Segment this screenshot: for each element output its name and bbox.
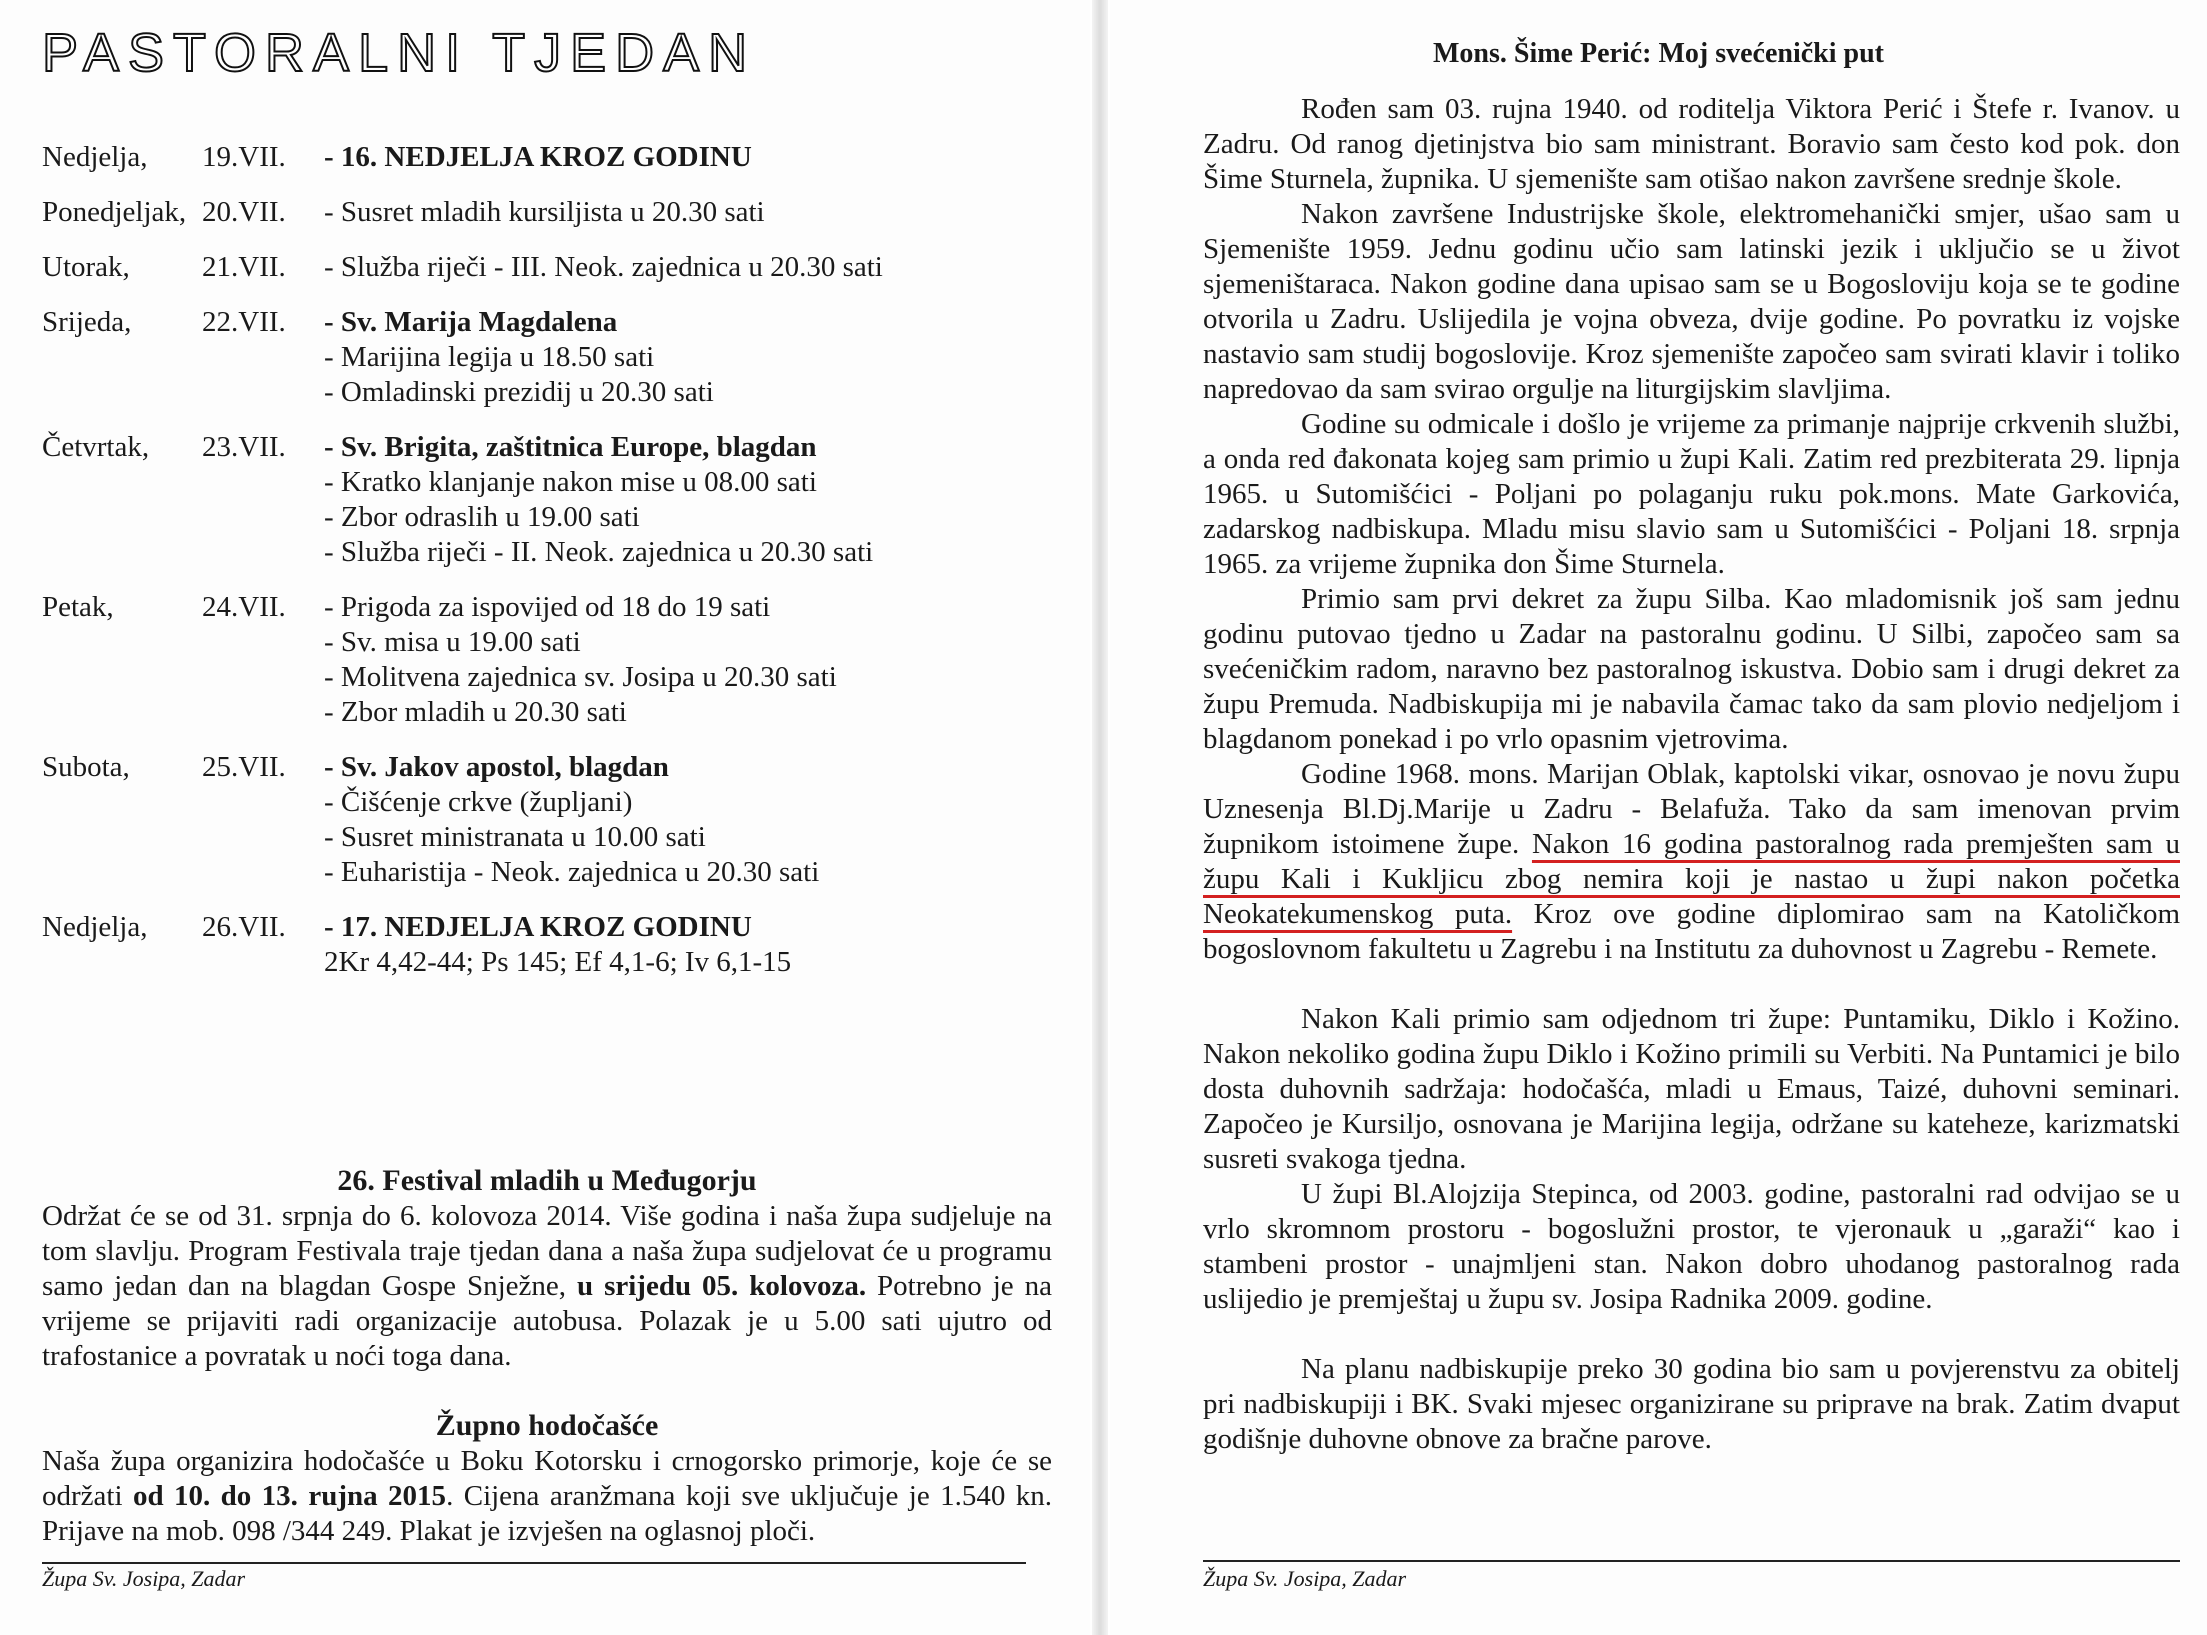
paragraph-gap [1203, 1317, 2180, 1352]
schedule-sub-entry: - Euharistija - Neok. zajednica u 20.30 sati [324, 856, 820, 888]
right-footer-rule [1203, 1560, 2180, 1562]
schedule-day-row [42, 430, 1052, 465]
schedule-date: 19.VII. [202, 141, 286, 173]
article-paragraph: Nakon završene Industrijske škole, elektromehanički smjer, ušao sam u Sjemenište 1959. Jednu godinu učio sam latinski jezik i uključio se u život sjemeništaraca. Nakon godine dana upisao sam se u Bogosloviju koja se te godine otvorila u Zadru. Uslijedila je vojna obveza, dvije godine. Po povratku iz vojske nastavio sam studij bogoslovije. Kroz sjemenište započeo sam svirati klavir i toliko napredovao da sam svirao orgulje na liturgijskim slavljima. [1203, 198, 2180, 405]
schedule-gap [42, 230, 1052, 250]
schedule-day-row [42, 910, 1052, 945]
schedule-day-row [42, 140, 1052, 175]
paragraph-gap [1203, 967, 2180, 1002]
pilgrimage-text-part: Naša župa organizira hodočašće u Boku Kotorsku i crnogorsko primorje, koje će se održati [42, 1445, 1052, 1512]
festival-heading: 26. Festival mladih u Međugorju [337, 1164, 757, 1197]
pilgrimage-text-part: . Cijena aranžmana koji sve uključuje je 1.540 kn. Prijave na mob. 098 /344 249. Plakat je izvješen na oglasnoj ploči. [42, 1480, 1053, 1547]
schedule-gap [42, 570, 1052, 590]
schedule-entry: - 17. NEDJELJA KROZ GODINU [324, 911, 752, 943]
schedule-date: 26.VII. [202, 911, 286, 943]
schedule-sub-entry: 2Kr 4,42-44; Ps 145; Ef 4,1-6; Iv 6,1-15 [324, 946, 792, 978]
schedule-day: Nedjelja, [42, 911, 148, 943]
schedule-day: Utorak, [42, 251, 130, 283]
pilgrimage-text [42, 1444, 1052, 1549]
schedule-date: 21.VII. [202, 251, 286, 283]
pilgrimage-heading: Župno hodočašće [435, 1409, 659, 1442]
schedule-sub-entry: - Čišćenje crkve (župljani) [324, 786, 633, 818]
schedule-day-row [42, 590, 1052, 625]
schedule-sub-entry: - Omladinski prezidij u 20.30 sati [324, 376, 714, 408]
schedule-sub-entry: - Molitvena zajednica sv. Josipa u 20.30 sati [324, 661, 837, 693]
schedule-entry: - Prigoda za ispovijed od 18 do 19 sati [324, 591, 771, 623]
schedule-entry: - 16. NEDJELJA KROZ GODINU [324, 141, 752, 173]
schedule-day: Ponedjeljak, [42, 196, 187, 228]
schedule-date: 24.VII. [202, 591, 286, 623]
schedule-date: 25.VII. [202, 751, 286, 783]
schedule-day: Nedjelja, [42, 141, 148, 173]
schedule-sub-entry: - Zbor odraslih u 19.00 sati [324, 501, 640, 533]
schedule-gap [42, 410, 1052, 430]
right-footer: Župa Sv. Josipa, Zadar [1203, 1566, 1407, 1591]
schedule-entry: - Susret mladih kursiljista u 20.30 sati [324, 196, 765, 228]
schedule-sub-entry: - Susret ministranata u 10.00 sati [324, 821, 706, 853]
schedule-day: Petak, [42, 591, 114, 623]
schedule-day-row [42, 750, 1052, 785]
underlined-passage: Nakon 16 godina pastoralnog rada premješten sam u župu Kali i Kukljicu zbog nemira koji je nastao u župi nakon početka Neokatekumenskog puta. [1203, 828, 2180, 930]
article-paragraph: Godine su odmicale i došlo je vrijeme za primanje najprije crkvenih službi, a onda red đakonata kojeg sam primio u župi Kali. Zatim red prezbiterata 29. lipnja 1965. u Sutomišćici - Poljani po polaganju ruku pok.mons. Mate Garkovića, zadarskog nadbiskupa. Mladu misu slavio sam u Sutomišćici - Poljani 18. srpnja 1965. za vrijeme župnika don Šime Sturnela. [1203, 408, 2180, 580]
schedule-gap [42, 175, 1052, 195]
schedule-day-row [42, 305, 1052, 340]
page-title: PASTORALNI TJEDAN [42, 23, 757, 83]
schedule-entry: - Sv. Marija Magdalena [324, 306, 618, 338]
schedule-entry: - Sv. Brigita, zaštitnica Europe, blagdan [324, 431, 817, 463]
schedule-gap [42, 285, 1052, 305]
pilgrimage-section [42, 1408, 1052, 1549]
left-footer-rule [42, 1562, 1026, 1564]
schedule-day: Srijeda, [42, 306, 132, 338]
left-footer: Župa Sv. Josipa, Zadar [42, 1566, 246, 1591]
article-body [1203, 92, 2180, 1457]
article-paragraph [1203, 757, 2180, 967]
schedule-entry: - Služba riječi - III. Neok. zajednica u 20.30 sati [324, 251, 883, 283]
weekly-schedule [42, 140, 1052, 980]
schedule-day: Četvrtak, [42, 431, 150, 463]
article-paragraph: Nakon Kali primio sam odjednom tri župe: Puntamiku, Diklo i Kožino. Nakon nekoliko godina župu Diklo i Kožino primili su Verbiti. Na Puntamici je bilo dosta duhovnih sadržaja: hodočašća, mladi u Emaus, Taizé, duhovni seminari. Započeo je Kursiljo, osnovana je Marijina legija, održane su kateheze, karizmatski susreti svakoga tjedna. [1203, 1003, 2180, 1175]
schedule-day-row [42, 250, 1052, 285]
page-fold [1092, 0, 1108, 1635]
pilgrimage-date-bold: od 10. do 13. rujna 2015 [132, 1480, 447, 1512]
schedule-sub-entry: - Služba riječi - II. Neok. zajednica u 20.30 sati [324, 536, 874, 568]
article-title: Mons. Šime Perić: Moj svećenički put [1432, 38, 1885, 69]
schedule-day-row [42, 195, 1052, 230]
schedule-gap [42, 730, 1052, 750]
festival-text-part: Potrebno je na vrijeme se prijaviti radi organizacije autobusa. Polazak je u 5.00 sati ujutro od trafostanice a povratak u noći toga dana. [42, 1270, 1052, 1372]
festival-text [42, 1199, 1052, 1374]
article-text-part: Godine 1968. mons. Marijan Oblak, kaptolski vikar, osnovao je novu župu Uznesenja Bl.Dj.Marije u Zadru - Belafuža. Tako da sam imenovan prvim župnikom istoimene župe. [1203, 758, 2180, 860]
schedule-day: Subota, [42, 751, 130, 783]
article-paragraph: Rođen sam 03. rujna 1940. od roditelja Viktora Perić i Štefe r. Ivanov. u Zadru. Od ranog djetinjstva bio sam ministrant. Boravio sam često kod pok. don Šime Sturnela, župnika. U sjemenište sam otišao nakon završene srednje škole. [1203, 93, 2180, 195]
article-paragraph: Primio sam prvi dekret za župu Silba. Kao mladomisnik još sam jednu godinu putovao tjedno u Zadar na pastoralnu godinu. U Silbi, započeo sam sa svećeničkim radom, naravno bez pastoralnog iskustva. Dobio sam i drugi dekret za župu Premuda. Nadbiskupija mi je nabavila čamac tako da sam plovio nedjeljom i blagdanom ponekad i po vrlo opasnim vjetrovima. [1203, 583, 2180, 755]
schedule-sub-entry: - Kratko klanjanje nakon mise u 08.00 sati [324, 466, 817, 498]
schedule-date: 23.VII. [202, 431, 286, 463]
schedule-sub-entry: - Zbor mladih u 20.30 sati [324, 696, 627, 728]
schedule-date: 20.VII. [202, 196, 286, 228]
schedule-sub-entry: - Sv. misa u 19.00 sati [324, 626, 581, 658]
article-paragraph: U župi Bl.Alojzija Stepinca, od 2003. godine, pastoralni rad odvijao se u vrlo skromnom prostoru - bogoslužni prostor, te vjeronauk u „garaži“ kao i stambeni prostor - unajmljeni stan. Nakon dobro uhodanog pastoralnog rada uslijedio je premještaj u župu sv. Josipa Radnika 2009. godine. [1203, 1178, 2180, 1315]
schedule-sub-entry: - Marijina legija u 18.50 sati [324, 341, 655, 373]
article-text-part: Kroz ove godine diplomirao sam na Katoličkom bogoslovnom fakultetu u Zagrebu i na Institutu za duhovnost u Zagrebu - Remete. [1203, 898, 2181, 965]
schedule-entry: - Sv. Jakov apostol, blagdan [324, 751, 669, 783]
festival-date-bold: u srijedu 05. kolovoza. [576, 1270, 867, 1302]
schedule-gap [42, 890, 1052, 910]
festival-section [42, 1163, 1052, 1374]
schedule-date: 22.VII. [202, 306, 286, 338]
festival-text-part: Održat će se od 31. srpnja do 6. kolovoza 2014. Više godina i naša župa sudjeluje na tom slavlju. Program Festivala traje tjedan dana a naša župa sudjelovat će u programu samo jedan dan na blagdan Gospe Snježne, [42, 1200, 1052, 1302]
article-paragraph: Na planu nadbiskupije preko 30 godina bio sam u povjerenstvu za obitelj pri nadbiskupiji i BK. Svaki mjesec organizirane su priprave na brak. Zatim dvaput godišnje duhovne obnove za bračne parove. [1203, 1353, 2180, 1455]
